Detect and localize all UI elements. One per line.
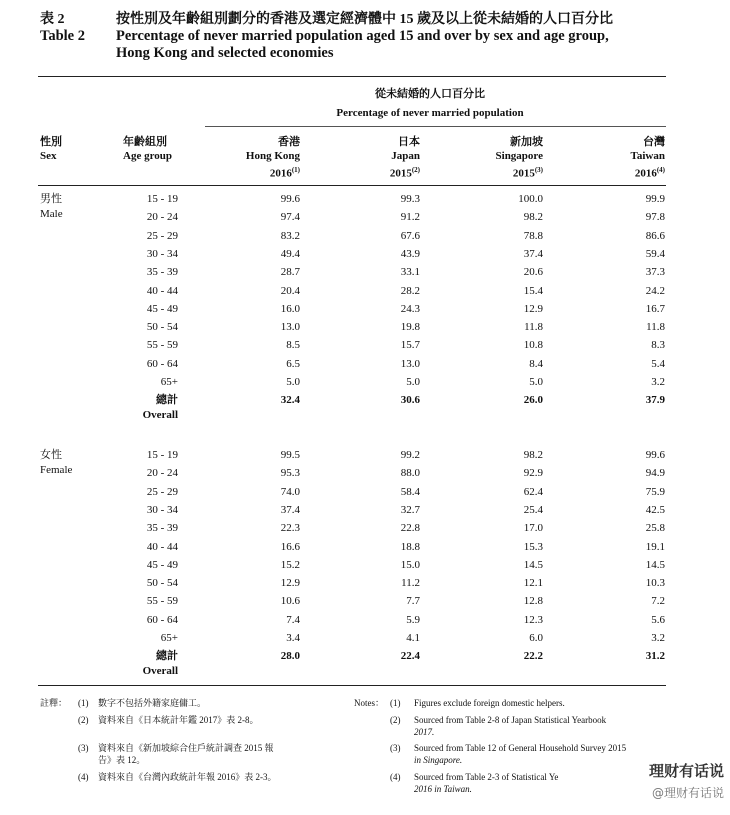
value-cell: 28.2: [400, 284, 420, 297]
economy-header-zh: 日本: [398, 136, 420, 148]
value-cell: 99.3: [400, 193, 420, 205]
value-cell: 22.3: [280, 522, 300, 535]
value-cell: 6.5: [286, 357, 300, 370]
economy-header-en: Japan: [391, 150, 420, 162]
title-zh: [40, 8, 700, 26]
value-cell: 12.1: [523, 577, 543, 590]
watermark-title: 理财有话说: [648, 762, 724, 780]
economy-year: 2015: [512, 167, 535, 180]
overall-value-cell: 22.2: [523, 650, 543, 663]
age-group-cell: 25 - 29: [146, 229, 178, 242]
value-cell: 11.2: [401, 577, 420, 590]
value-cell: 14.5: [645, 558, 665, 571]
value-cell: 5.0: [529, 376, 543, 388]
economy-header-en: Hong Kong: [245, 150, 300, 162]
value-cell: 37.4: [523, 247, 543, 260]
age-group-cell: 35 - 39: [146, 266, 178, 279]
note-text-zh: 資料來自《新加坡綜合住戶統計調查 2015 報: [98, 743, 274, 753]
age-group-cell: 55 - 59: [146, 595, 178, 608]
value-cell: 12.9: [523, 302, 543, 315]
note-text-en: Sourced from Table 12 of General Household Survey 2015: [414, 743, 627, 753]
value-cell: 11.8: [646, 321, 665, 334]
value-cell: 12.9: [280, 577, 300, 590]
economy-header-year: [320, 164, 420, 180]
note-text-en: Sourced from Table 2-3 of Statistical Ye: [414, 772, 559, 782]
economy-year: 2016: [634, 167, 657, 180]
age-group-cell: 50 - 54: [146, 577, 178, 590]
table-title-en-line2: Hong Kong and selected economies: [116, 45, 334, 61]
value-cell: 99.5: [280, 449, 300, 461]
value-cell: 3.2: [651, 376, 665, 388]
value-cell: 15.4: [523, 284, 543, 297]
note-number: (2): [390, 715, 401, 725]
economy-note: (1): [291, 166, 300, 174]
age-group-cell: 30 - 34: [146, 247, 178, 260]
note-text-zh-cont: 告》表 12。: [98, 755, 146, 765]
group-header-zh: 從未結婚的人口百分比: [375, 88, 485, 100]
economy-note: (3): [534, 166, 543, 174]
watermark-handle: @理财有话说: [651, 786, 724, 800]
value-cell: 5.4: [651, 357, 665, 370]
value-cell: 17.0: [523, 522, 543, 535]
value-cell: 13.0: [280, 321, 300, 334]
value-cell: 12.8: [523, 595, 543, 608]
sex-header-zh: 性別: [40, 136, 62, 148]
value-cell: 5.0: [406, 376, 420, 388]
value-cell: 67.6: [400, 229, 420, 242]
overall-value-cell: 28.0: [280, 650, 300, 663]
value-cell: 19.1: [645, 540, 665, 553]
overall-label-zh: 總計: [156, 394, 178, 407]
age-header-zh: 年齡組別: [123, 136, 167, 148]
value-cell: 78.8: [523, 229, 543, 242]
sex-label-en: Female: [40, 464, 73, 476]
value-cell: 95.3: [280, 467, 300, 480]
value-cell: 14.5: [523, 558, 543, 571]
value-cell: 16.0: [280, 302, 300, 315]
note-number: (1): [78, 698, 89, 708]
economy-header-year: [565, 164, 665, 180]
age-header-en: Age group: [123, 150, 172, 162]
age-group-cell: 45 - 49: [146, 302, 178, 315]
overall-value-cell: 22.4: [400, 650, 420, 663]
note-text-en: Sourced from Table 2-8 of Japan Statistical Yearbook: [414, 715, 607, 725]
notes-heading-zh: 註釋：: [40, 698, 68, 708]
value-cell: 10.3: [645, 577, 665, 590]
note-number: (4): [390, 772, 401, 782]
value-cell: 5.0: [286, 376, 300, 388]
bottom-rule: [38, 685, 666, 686]
sex-label-en: Male: [40, 208, 63, 220]
value-cell: 25.4: [523, 503, 543, 516]
table-label-en: Table 2: [40, 28, 85, 44]
value-cell: 3.2: [651, 632, 665, 644]
age-group-cell: 40 - 44: [146, 284, 178, 297]
age-group-cell: 65+: [160, 376, 178, 388]
economy-year: 2015: [389, 167, 412, 180]
value-cell: 59.4: [645, 247, 665, 260]
value-cell: 20.4: [280, 284, 300, 297]
value-cell: 99.9: [645, 193, 665, 205]
note-number: (4): [78, 772, 89, 782]
value-cell: 24.3: [400, 302, 420, 315]
value-cell: 3.4: [286, 632, 300, 644]
note-number: (2): [78, 715, 89, 725]
overall-value-cell: 32.4: [280, 394, 300, 407]
note-text-zh: 數字不包括外籍家庭傭工。: [98, 698, 207, 708]
value-cell: 5.9: [406, 613, 420, 626]
note-text-zh: 資料來自《台灣內政統計年報 2016》表 2-3。: [98, 772, 277, 782]
value-cell: 28.7: [280, 266, 300, 279]
note-number: (1): [390, 698, 401, 708]
value-cell: 97.4: [280, 211, 300, 224]
value-cell: 62.4: [523, 485, 543, 498]
age-group-cell: 50 - 54: [146, 321, 178, 334]
value-cell: 12.3: [523, 613, 543, 626]
age-group-cell: 35 - 39: [146, 522, 178, 535]
table-title-zh: 按性別及年齡組別劃分的香港及選定經濟體中 15 歲及以上從未結婚的人口百分比: [116, 12, 613, 27]
age-group-cell: 30 - 34: [146, 503, 178, 516]
value-cell: 7.7: [406, 595, 420, 608]
value-cell: 98.2: [523, 211, 543, 224]
value-cell: 18.8: [400, 540, 420, 553]
group-header-en: Percentage of never married population: [336, 107, 524, 119]
value-cell: 24.2: [645, 284, 665, 297]
value-cell: 99.6: [280, 193, 300, 205]
value-cell: 83.2: [280, 229, 300, 242]
note-number: (3): [390, 743, 401, 753]
age-group-cell: 55 - 59: [146, 339, 178, 352]
value-cell: 20.6: [523, 266, 543, 279]
value-cell: 15.2: [280, 558, 300, 571]
header-rule: [38, 185, 666, 186]
value-cell: 74.0: [280, 485, 300, 498]
age-group-cell: 65+: [160, 632, 178, 644]
value-cell: 91.2: [400, 211, 420, 224]
age-group-cell: 25 - 29: [146, 485, 178, 498]
age-group-cell: 40 - 44: [146, 540, 178, 553]
economy-header-zh: 新加坡: [510, 136, 543, 148]
economy-header-zh: 台灣: [643, 136, 665, 148]
value-cell: 11.8: [524, 321, 543, 334]
value-cell: 37.4: [280, 503, 300, 516]
group-rule: [205, 126, 666, 127]
value-cell: 19.8: [400, 321, 420, 334]
age-group-cell: 60 - 64: [146, 357, 178, 370]
table-title-en-line1: Percentage of never married population aged 15 and over by sex and age group,: [116, 28, 609, 44]
overall-label-zh: 總計: [156, 650, 178, 663]
value-cell: 15.3: [523, 540, 543, 553]
value-cell: 99.6: [645, 449, 665, 461]
value-cell: 94.9: [645, 467, 665, 480]
value-cell: 98.2: [523, 449, 543, 461]
title-en-2: [40, 45, 700, 63]
value-cell: 4.1: [406, 632, 420, 644]
value-cell: 7.4: [286, 613, 300, 626]
value-cell: 15.7: [400, 339, 420, 352]
value-cell: 6.0: [529, 632, 543, 644]
value-cell: 25.8: [645, 522, 665, 535]
value-cell: 22.8: [400, 522, 420, 535]
sex-header-en: Sex: [40, 150, 57, 162]
sex-label-zh: 男性: [40, 193, 62, 205]
value-cell: 88.0: [400, 467, 420, 480]
overall-label-en: Overall: [142, 409, 178, 422]
overall-value-cell: 37.9: [645, 394, 665, 407]
value-cell: 7.2: [651, 595, 665, 608]
value-cell: 86.6: [645, 229, 665, 242]
value-cell: 13.0: [400, 357, 420, 370]
value-cell: 75.9: [645, 485, 665, 498]
overall-value-cell: 31.2: [645, 650, 665, 663]
age-group-cell: 15 - 19: [146, 449, 178, 461]
top-rule: [38, 76, 666, 77]
value-cell: 8.4: [529, 357, 543, 370]
note-text-zh: 資料來自《日本統計年鑑 2017》表 2-8。: [98, 715, 259, 725]
note-number: (3): [78, 743, 89, 753]
note-text-en-cont: 2017.: [414, 727, 435, 737]
note-text-en-cont: in Singapore.: [414, 755, 463, 765]
age-group-cell: 60 - 64: [146, 613, 178, 626]
value-cell: 99.2: [400, 449, 420, 461]
sex-label-zh: 女性: [40, 449, 62, 461]
value-cell: 58.4: [400, 485, 420, 498]
note-text-en-cont: 2016 in Taiwan.: [414, 784, 472, 794]
overall-label-en: Overall: [142, 665, 178, 678]
economy-header-en: Singapore: [495, 150, 543, 162]
value-cell: 15.0: [400, 558, 420, 571]
overall-value-cell: 26.0: [523, 394, 543, 407]
notes-heading-en: Notes：: [354, 698, 384, 708]
value-cell: 49.4: [280, 247, 300, 260]
age-group-cell: 15 - 19: [146, 193, 178, 205]
value-cell: 10.8: [523, 339, 543, 352]
economy-header-en: Taiwan: [630, 150, 665, 162]
economy-note: (4): [656, 166, 665, 174]
economy-header-year: [200, 164, 300, 180]
value-cell: 97.8: [645, 211, 665, 224]
age-group-cell: 45 - 49: [146, 558, 178, 571]
value-cell: 16.6: [280, 540, 300, 553]
title-en: [40, 28, 700, 46]
value-cell: 33.1: [400, 266, 420, 279]
value-cell: 37.3: [645, 266, 665, 279]
value-cell: 32.7: [400, 503, 420, 516]
age-group-cell: 20 - 24: [146, 467, 178, 480]
value-cell: 43.9: [400, 247, 420, 260]
economy-note: (2): [411, 166, 420, 174]
overall-value-cell: 30.6: [400, 394, 420, 407]
value-cell: 8.3: [651, 339, 665, 352]
value-cell: 8.5: [286, 339, 300, 352]
age-group-cell: 20 - 24: [146, 211, 178, 224]
note-text-en: Figures exclude foreign domestic helpers.: [414, 698, 565, 708]
value-cell: 100.0: [518, 193, 543, 205]
economy-year: 2016: [269, 167, 292, 180]
economy-header-year: [443, 164, 543, 180]
value-cell: 10.6: [280, 595, 300, 608]
economy-header-zh: 香港: [278, 136, 300, 148]
table-label-zh: 表 2: [40, 12, 65, 27]
value-cell: 16.7: [645, 302, 665, 315]
value-cell: 5.6: [651, 613, 665, 626]
value-cell: 42.5: [645, 503, 665, 516]
value-cell: 92.9: [523, 467, 543, 480]
